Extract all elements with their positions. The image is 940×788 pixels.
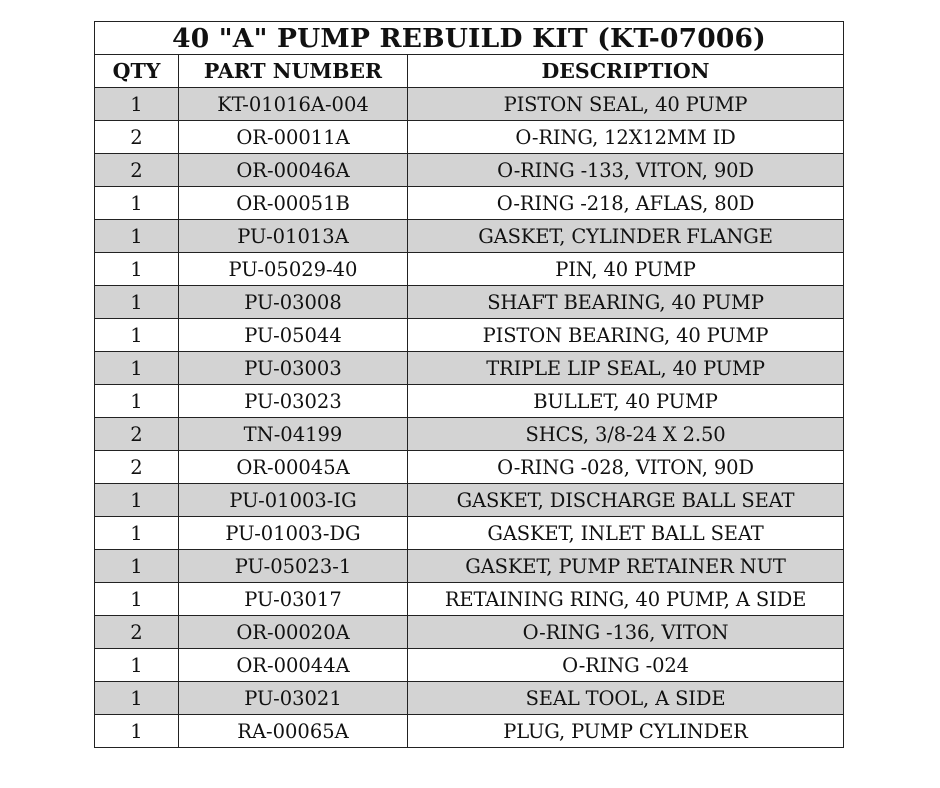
qty-cell: 1 (95, 550, 179, 583)
table-row (95, 418, 844, 451)
description-cell: O-RING, 12X12MM ID (408, 121, 844, 154)
part-number-column-header: PART NUMBER (179, 55, 408, 88)
part-number-cell: PU-01003-DG (179, 517, 408, 550)
part-number-cell: KT-01016A-004 (179, 88, 408, 121)
table-row (95, 319, 844, 352)
qty-cell: 1 (95, 484, 179, 517)
description-cell: SEAL TOOL, A SIDE (408, 682, 844, 715)
description-cell: O-RING -028, VITON, 90D (408, 451, 844, 484)
table-row (95, 583, 844, 616)
part-number-cell: PU-03023 (179, 385, 408, 418)
qty-cell: 1 (95, 187, 179, 220)
description-cell: BULLET, 40 PUMP (408, 385, 844, 418)
table-row (95, 385, 844, 418)
table-row (95, 220, 844, 253)
description-cell: GASKET, INLET BALL SEAT (408, 517, 844, 550)
description-cell: GASKET, DISCHARGE BALL SEAT (408, 484, 844, 517)
table-row (95, 649, 844, 682)
table-row (95, 682, 844, 715)
part-number-cell: OR-00046A (179, 154, 408, 187)
part-number-cell: TN-04199 (179, 418, 408, 451)
description-cell: SHAFT BEARING, 40 PUMP (408, 286, 844, 319)
qty-cell: 1 (95, 253, 179, 286)
part-number-cell: OR-00044A (179, 649, 408, 682)
description-cell: SHCS, 3/8-24 X 2.50 (408, 418, 844, 451)
description-cell: RETAINING RING, 40 PUMP, A SIDE (408, 583, 844, 616)
part-number-cell: PU-03003 (179, 352, 408, 385)
part-number-cell: OR-00011A (179, 121, 408, 154)
part-number-cell: OR-00045A (179, 451, 408, 484)
table-row (95, 517, 844, 550)
qty-column-header: QTY (95, 55, 179, 88)
description-cell: O-RING -024 (408, 649, 844, 682)
table-row (95, 715, 844, 748)
description-cell: PLUG, PUMP CYLINDER (408, 715, 844, 748)
description-cell: PIN, 40 PUMP (408, 253, 844, 286)
qty-cell: 1 (95, 385, 179, 418)
qty-cell: 2 (95, 154, 179, 187)
rebuild-kit-table (94, 21, 844, 748)
qty-cell: 1 (95, 286, 179, 319)
part-number-cell: PU-05044 (179, 319, 408, 352)
table-row (95, 88, 844, 121)
description-column-header: DESCRIPTION (408, 55, 844, 88)
table-row (95, 187, 844, 220)
qty-cell: 1 (95, 88, 179, 121)
table-row (95, 616, 844, 649)
qty-cell: 1 (95, 583, 179, 616)
qty-cell: 1 (95, 220, 179, 253)
description-cell: PISTON BEARING, 40 PUMP (408, 319, 844, 352)
part-number-cell: PU-05029-40 (179, 253, 408, 286)
part-number-cell: OR-00020A (179, 616, 408, 649)
table-row (95, 352, 844, 385)
description-cell: GASKET, CYLINDER FLANGE (408, 220, 844, 253)
description-cell: O-RING -133, VITON, 90D (408, 154, 844, 187)
qty-cell: 1 (95, 352, 179, 385)
description-cell: GASKET, PUMP RETAINER NUT (408, 550, 844, 583)
table-row (95, 286, 844, 319)
parts-list (95, 88, 844, 748)
qty-cell: 2 (95, 121, 179, 154)
part-number-cell: PU-03017 (179, 583, 408, 616)
qty-cell: 1 (95, 682, 179, 715)
part-number-cell: PU-03008 (179, 286, 408, 319)
table-row (95, 154, 844, 187)
part-number-cell: PU-01013A (179, 220, 408, 253)
table-row (95, 451, 844, 484)
part-number-cell: RA-00065A (179, 715, 408, 748)
table-title-row (95, 22, 844, 55)
table-row (95, 253, 844, 286)
part-number-cell: OR-00051B (179, 187, 408, 220)
qty-cell: 1 (95, 715, 179, 748)
description-cell: O-RING -218, AFLAS, 80D (408, 187, 844, 220)
qty-cell: 1 (95, 649, 179, 682)
description-cell: O-RING -136, VITON (408, 616, 844, 649)
part-number-cell: PU-03021 (179, 682, 408, 715)
qty-cell: 1 (95, 517, 179, 550)
table-title: 40 "A" PUMP REBUILD KIT (KT-07006) (95, 22, 844, 55)
table-row (95, 550, 844, 583)
part-number-cell: PU-05023-1 (179, 550, 408, 583)
qty-cell: 2 (95, 616, 179, 649)
qty-cell: 2 (95, 418, 179, 451)
table-row (95, 484, 844, 517)
column-header-row (95, 55, 844, 88)
part-number-cell: PU-01003-IG (179, 484, 408, 517)
description-cell: TRIPLE LIP SEAL, 40 PUMP (408, 352, 844, 385)
qty-cell: 1 (95, 319, 179, 352)
table-row (95, 121, 844, 154)
description-cell: PISTON SEAL, 40 PUMP (408, 88, 844, 121)
qty-cell: 2 (95, 451, 179, 484)
